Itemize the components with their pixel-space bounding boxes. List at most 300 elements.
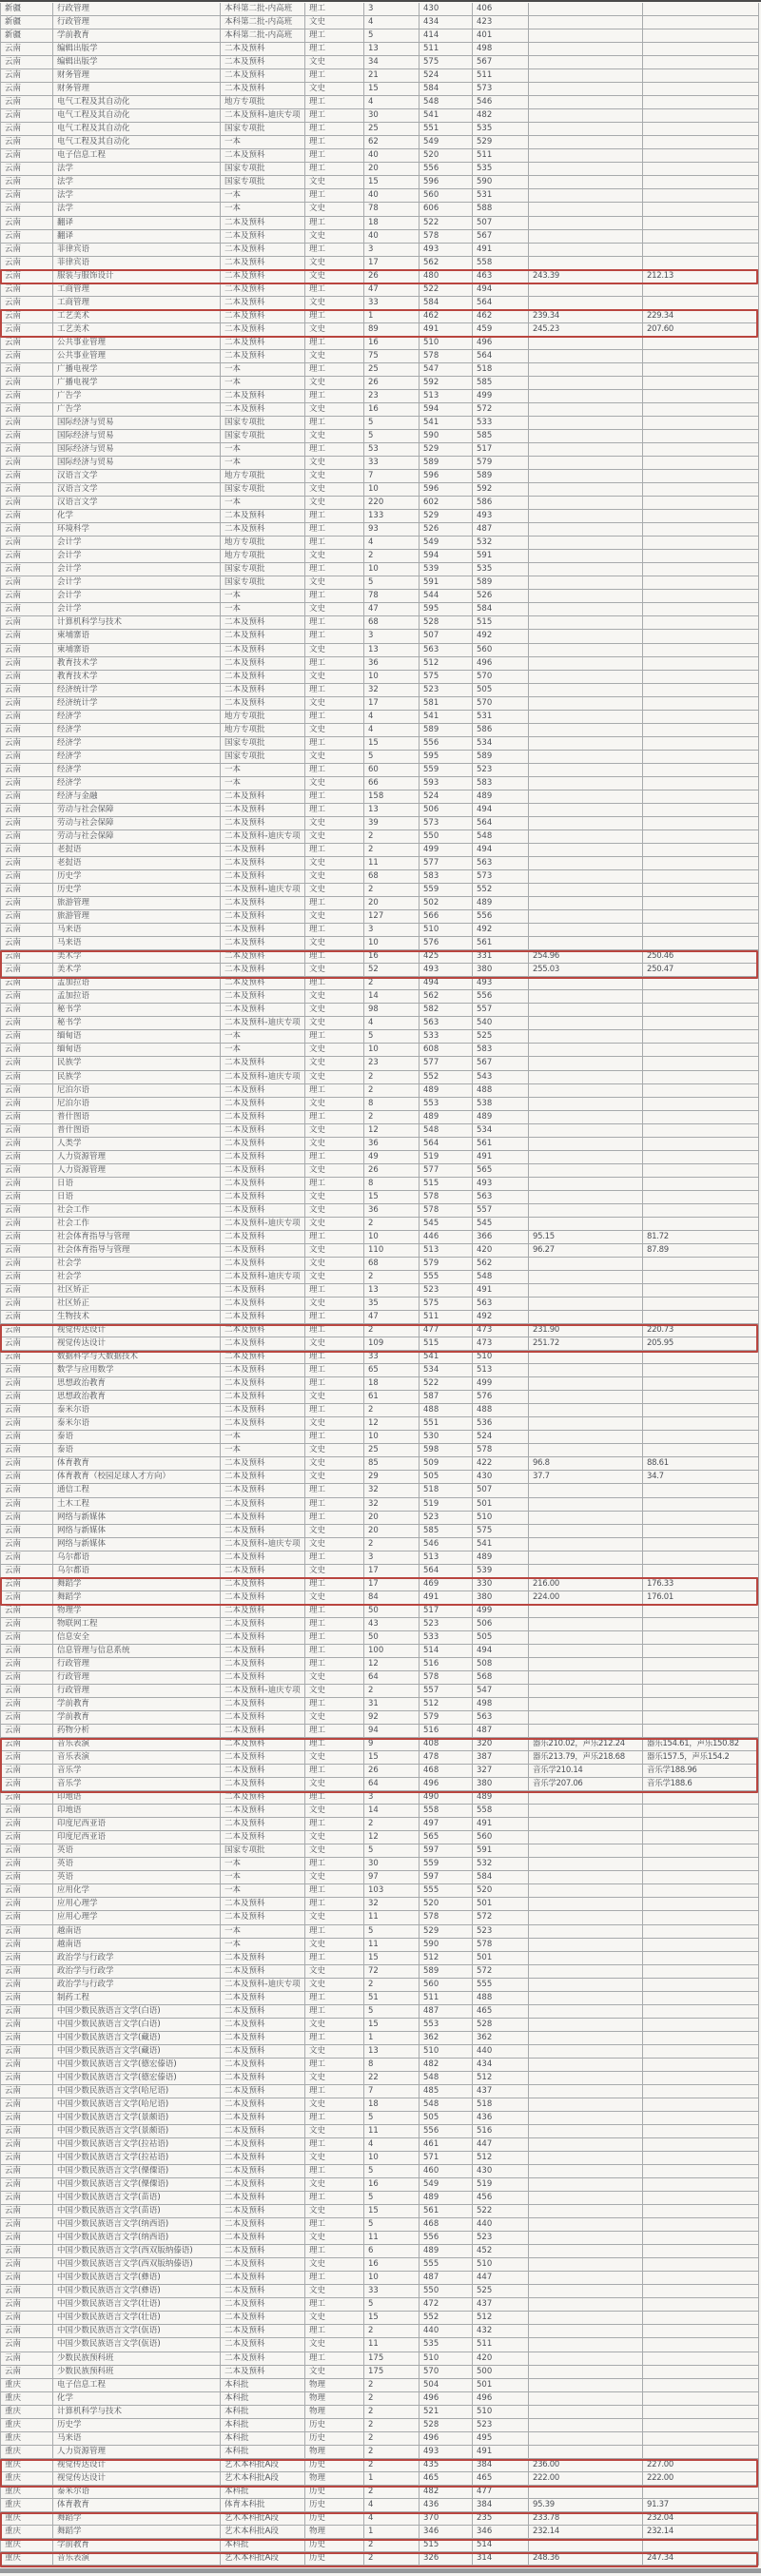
cell-special-score-high [529,257,643,270]
cell-province: 云南 [0,109,53,123]
cell-special-score-high [529,2245,643,2258]
cell-special-score-low [643,1098,759,1111]
cell-admitted-count: 8 [364,1098,420,1111]
cell-major-name: 会计学 [53,537,221,550]
cell-major-name: 普什图语 [53,1124,221,1138]
cell-province: 新疆 [0,29,53,43]
cell-lowest-score: 578 [473,1444,529,1457]
cell-province: 云南 [0,1404,53,1417]
cell-special-score-high [529,1204,643,1218]
cell-lowest-score: 499 [473,1377,529,1391]
cell-lowest-score: 488 [473,1992,529,2005]
cell-special-score-high [529,603,643,616]
cell-batch: 二本及预科 [221,2205,305,2218]
cell-lowest-score: 491 [473,2446,529,2459]
cell-highest-score: 469 [420,1578,473,1591]
table-row [0,2019,759,2032]
table-row [0,350,759,363]
cell-province: 重庆 [0,2379,53,2392]
cell-province: 云南 [0,2192,53,2205]
cell-lowest-score: 492 [473,924,529,937]
cell-highest-score: 511 [420,1311,473,1324]
cell-admitted-count: 68 [364,1258,420,1271]
cell-special-score-high [529,363,643,377]
cell-special-score-low [643,1284,759,1298]
cell-special-score-high [529,217,643,230]
cell-batch: 二本及预科 [221,2272,305,2285]
cell-highest-score: 575 [420,671,473,684]
cell-lowest-score: 436 [473,2112,529,2125]
cell-province: 云南 [0,1791,53,1805]
cell-province: 云南 [0,2045,53,2059]
cell-major-name: 体育教育（校园足球人才方向） [53,1471,221,1484]
cell-batch: 二本及预科 [221,257,305,270]
cell-subject-type: 文史 [305,2045,364,2059]
cell-special-score-high [529,1858,643,1871]
cell-major-name: 会计学 [53,590,221,603]
cell-major-name: 泰米尔语 [53,1417,221,1431]
cell-admitted-count: 51 [364,1992,420,2005]
cell-highest-score: 489 [420,1084,473,1098]
table-row [0,1525,759,1538]
cell-lowest-score: 557 [473,1004,529,1017]
cell-batch: 二本及预科 [221,283,305,297]
cell-province: 云南 [0,1805,53,1818]
cell-admitted-count: 5 [364,576,420,590]
cell-province: 云南 [0,1244,53,1258]
cell-batch: 二本及预科 [221,2098,305,2112]
cell-admitted-count: 17 [364,697,420,711]
cell-subject-type: 文史 [305,1098,364,1111]
cell-province: 新疆 [0,16,53,29]
cell-special-score-low: 音乐学188.96 [643,1765,759,1778]
table-row [0,2379,759,2392]
cell-highest-score: 516 [420,1658,473,1671]
cell-special-score-low [643,1484,759,1497]
cell-special-score-high [529,1884,643,1898]
cell-subject-type: 理工 [305,283,364,297]
cell-admitted-count: 26 [364,1765,420,1778]
cell-subject-type: 文史 [305,1525,364,1538]
table-row [0,136,759,149]
cell-batch: 二本及预科 [221,217,305,230]
table-row [0,1578,759,1591]
table-row [0,1791,759,1805]
cell-batch: 二本及预科 [221,910,305,924]
table-row [0,1364,759,1377]
cell-major-name: 国际经济与贸易 [53,430,221,443]
cell-special-score-high [529,1725,643,1738]
cell-subject-type: 文史 [305,1805,364,1818]
cell-special-score-low [643,1444,759,1457]
cell-lowest-score: 505 [473,684,529,697]
cell-subject-type: 文史 [305,350,364,363]
table-row [0,176,759,189]
cell-major-name: 广播电视学 [53,377,221,390]
cell-special-score-high [529,1605,643,1618]
cell-major-name: 网络与新媒体 [53,1525,221,1538]
cell-province: 重庆 [0,2432,53,2446]
cell-lowest-score: 505 [473,1631,529,1645]
cell-highest-score: 556 [420,2125,473,2138]
table-row [0,1457,759,1471]
cell-special-score-high [529,1178,643,1191]
cell-special-score-high [529,96,643,109]
cell-subject-type: 文史 [305,884,364,897]
cell-highest-score: 521 [420,2406,473,2419]
cell-special-score-high [529,83,643,96]
cell-special-score-low [643,96,759,109]
cell-special-score-low [643,1538,759,1551]
cell-province: 云南 [0,1844,53,1858]
cell-admitted-count: 11 [364,857,420,870]
cell-province: 云南 [0,2125,53,2138]
cell-highest-score: 496 [420,1778,473,1791]
cell-batch: 二本及预科 [221,950,305,964]
cell-subject-type: 文史 [305,83,364,96]
cell-province: 云南 [0,751,53,764]
cell-highest-score: 564 [420,1565,473,1578]
table-row [0,430,759,443]
cell-province: 云南 [0,430,53,443]
cell-major-name: 中国少数民族语言文学(德宏傣语) [53,2059,221,2072]
cell-major-name: 英语 [53,1858,221,1871]
cell-admitted-count: 33 [364,2285,420,2298]
table-row [0,644,759,657]
cell-batch: 本科批 [221,2379,305,2392]
table-row [0,283,759,297]
cell-lowest-score: 494 [473,283,529,297]
cell-major-name: 中国少数民族语言文学(西双版纳傣语) [53,2258,221,2272]
table-row [0,1004,759,1017]
cell-batch: 二本及预科 [221,1725,305,1738]
cell-special-score-low [643,16,759,29]
cell-special-score-high [529,977,643,990]
cell-admitted-count: 133 [364,510,420,523]
cell-admitted-count: 2 [364,2539,420,2552]
table-row [0,630,759,643]
cell-subject-type: 文史 [305,550,364,563]
cell-special-score-high [529,2285,643,2298]
cell-special-score-high [529,1431,643,1444]
cell-highest-score: 462 [420,310,473,323]
cell-lowest-score: 583 [473,1044,529,1057]
table-row [0,2085,759,2098]
cell-batch: 地方专项批 [221,537,305,550]
cell-special-score-low [643,724,759,737]
table-row [0,377,759,390]
cell-lowest-score: 491 [473,1151,529,1164]
cell-lowest-score: 548 [473,1271,529,1284]
cell-special-score-low [643,29,759,43]
cell-batch: 本科批 [221,2419,305,2432]
cell-major-name: 孟加拉语 [53,977,221,990]
cell-batch: 二本及预科 [221,1084,305,1098]
cell-province: 云南 [0,2165,53,2178]
cell-highest-score: 507 [420,630,473,643]
cell-major-name: 网络与新媒体 [53,1512,221,1525]
table-row [0,323,759,337]
cell-batch: 二本及预科 [221,1124,305,1138]
cell-admitted-count: 2 [364,1404,420,1417]
cell-subject-type: 文史 [305,724,364,737]
cell-major-name: 印度尼西亚语 [53,1831,221,1844]
cell-province: 云南 [0,1151,53,1164]
cell-batch: 二本及预科 [221,1525,305,1538]
cell-highest-score: 579 [420,1258,473,1271]
cell-special-score-high: 231.90 [529,1324,643,1337]
cell-special-score-low [643,3,759,16]
cell-special-score-low [643,1671,759,1685]
cell-lowest-score: 491 [473,1284,529,1298]
table-row [0,1484,759,1497]
cell-admitted-count: 8 [364,1178,420,1191]
cell-highest-score: 524 [420,69,473,83]
cell-special-score-high [529,537,643,550]
cell-admitted-count: 43 [364,1618,420,1631]
cell-lowest-score: 492 [473,630,529,643]
table-row [0,189,759,203]
cell-highest-score: 549 [420,2178,473,2192]
cell-province: 云南 [0,1525,53,1538]
cell-province: 云南 [0,2352,53,2366]
cell-subject-type: 理工 [305,1284,364,1298]
cell-special-score-high [529,297,643,310]
cell-highest-score: 552 [420,1071,473,1084]
cell-highest-score: 477 [420,1324,473,1337]
cell-admitted-count: 5 [364,29,420,43]
cell-special-score-low [643,497,759,510]
cell-province: 重庆 [0,2459,53,2472]
cell-major-name: 中国少数民族语言文学(纳西语) [53,2232,221,2245]
cell-lowest-score: 420 [473,2352,529,2366]
cell-special-score-low [643,1298,759,1311]
table-row [0,2152,759,2165]
cell-subject-type: 理工 [305,1618,364,1631]
cell-major-name: 越南语 [53,1939,221,1952]
cell-province: 云南 [0,1645,53,1658]
cell-major-name: 财务管理 [53,83,221,96]
cell-highest-score: 482 [420,2486,473,2499]
cell-admitted-count: 72 [364,1965,420,1979]
cell-highest-score: 560 [420,189,473,203]
cell-subject-type: 文史 [305,2178,364,2192]
cell-subject-type: 理工 [305,363,364,377]
cell-batch: 二本及预科 [221,657,305,671]
cell-subject-type: 文史 [305,1911,364,1924]
cell-admitted-count: 85 [364,1457,420,1471]
cell-highest-score: 551 [420,123,473,136]
table-row [0,2272,759,2285]
cell-special-score-high [529,2272,643,2285]
cell-special-score-low [643,1844,759,1858]
cell-special-score-low [643,136,759,149]
cell-lowest-score: 523 [473,764,529,777]
cell-subject-type: 文史 [305,1871,364,1884]
cell-province: 云南 [0,377,53,390]
cell-province: 云南 [0,1618,53,1631]
cell-special-score-high [529,1377,643,1391]
cell-admitted-count: 25 [364,363,420,377]
cell-lowest-score: 538 [473,1098,529,1111]
cell-lowest-score: 487 [473,1725,529,1738]
cell-special-score-low [643,2366,759,2379]
cell-special-score-high [529,2192,643,2205]
cell-lowest-score: 573 [473,870,529,884]
cell-major-name: 教育技术学 [53,671,221,684]
cell-admitted-count: 36 [364,1204,420,1218]
cell-batch: 国家专项批 [221,163,305,176]
cell-province: 云南 [0,537,53,550]
cell-lowest-score: 541 [473,1538,529,1551]
table-row [0,123,759,136]
cell-highest-score: 553 [420,2019,473,2032]
cell-special-score-low: 222.00 [643,2472,759,2486]
cell-admitted-count: 5 [364,1925,420,1939]
cell-special-score-low [643,1631,759,1645]
table-row [0,1645,759,1658]
cell-special-score-low [643,977,759,990]
cell-province: 云南 [0,523,53,537]
cell-admitted-count: 68 [364,616,420,630]
cell-subject-type: 文史 [305,2338,364,2352]
cell-lowest-score: 589 [473,470,529,483]
cell-lowest-score: 327 [473,1765,529,1778]
cell-major-name: 菲律宾语 [53,257,221,270]
cell-subject-type: 理工 [305,217,364,230]
cell-special-score-high: 216.00 [529,1578,643,1591]
cell-highest-score: 506 [420,804,473,817]
cell-admitted-count: 23 [364,1057,420,1070]
cell-admitted-count: 97 [364,1871,420,1884]
cell-special-score-high [529,43,643,56]
cell-special-score-high [529,283,643,297]
cell-special-score-high [529,123,643,136]
table-row [0,910,759,924]
cell-province: 云南 [0,1484,53,1497]
table-row [0,244,759,257]
cell-lowest-score: 499 [473,390,529,403]
cell-subject-type: 理工 [305,2059,364,2072]
cell-province: 云南 [0,203,53,216]
cell-admitted-count: 11 [364,2125,420,2138]
table-row [0,1898,759,1911]
cell-province: 重庆 [0,2552,53,2566]
cell-lowest-score: 430 [473,2165,529,2178]
cell-lowest-score: 491 [473,244,529,257]
cell-subject-type: 理工 [305,2325,364,2338]
cell-special-score-low [643,2045,759,2059]
cell-highest-score: 491 [420,1591,473,1605]
cell-admitted-count: 16 [364,337,420,350]
cell-lowest-score: 515 [473,616,529,630]
cell-highest-score: 494 [420,977,473,990]
table-row [0,1404,759,1417]
cell-major-name: 思想政治教育 [53,1377,221,1391]
table-row [0,1844,759,1858]
cell-batch: 二本及预科 [221,1098,305,1111]
cell-special-score-low [643,457,759,470]
cell-special-score-low [643,1725,759,1738]
cell-highest-score: 523 [420,1512,473,1525]
cell-admitted-count: 25 [364,123,420,136]
table-row [0,1337,759,1351]
cell-admitted-count: 49 [364,1151,420,1164]
cell-special-score-low [643,563,759,576]
cell-province: 云南 [0,1939,53,1952]
cell-highest-score: 590 [420,430,473,443]
cell-special-score-low [643,2005,759,2019]
cell-highest-score: 326 [420,2552,473,2566]
cell-highest-score: 555 [420,1884,473,1898]
cell-subject-type: 物理 [305,2392,364,2406]
cell-admitted-count: 3 [364,244,420,257]
cell-special-score-low [643,2178,759,2192]
cell-major-name: 中国少数民族语言文学(壮语) [53,2312,221,2325]
cell-major-name: 日语 [53,1191,221,1204]
cell-province: 云南 [0,924,53,937]
cell-special-score-low [643,857,759,870]
cell-admitted-count: 47 [364,1311,420,1324]
cell-admitted-count: 32 [364,684,420,697]
cell-admitted-count: 2 [364,1979,420,1992]
cell-special-score-low [643,443,759,457]
cell-special-score-low [643,1565,759,1578]
cell-subject-type: 文史 [305,323,364,337]
cell-special-score-low [643,403,759,417]
cell-special-score-high [529,403,643,417]
cell-province: 云南 [0,244,53,257]
cell-highest-score: 552 [420,2312,473,2325]
cell-province: 云南 [0,403,53,417]
table-row [0,2045,759,2059]
cell-highest-score: 514 [420,1645,473,1658]
cell-highest-score: 493 [420,244,473,257]
cell-batch: 二本及预科 [221,1605,305,1618]
cell-highest-score: 523 [420,684,473,697]
table-row [0,1551,759,1565]
cell-admitted-count: 14 [364,990,420,1004]
cell-subject-type: 文史 [305,603,364,616]
cell-admitted-count: 50 [364,1605,420,1618]
cell-special-score-low [643,2338,759,2352]
table-row [0,83,759,96]
cell-subject-type: 理工 [305,1631,364,1645]
cell-lowest-score: 590 [473,176,529,189]
cell-subject-type: 文史 [305,1218,364,1231]
cell-admitted-count: 10 [364,2272,420,2285]
table-row [0,1818,759,1831]
cell-special-score-low [643,163,759,176]
cell-admitted-count: 60 [364,764,420,777]
cell-admitted-count: 20 [364,1512,420,1525]
cell-lowest-score: 572 [473,1965,529,1979]
cell-highest-score: 436 [420,2499,473,2512]
cell-major-name: 劳动与社会保障 [53,830,221,844]
cell-special-score-low [643,1911,759,1924]
cell-admitted-count: 13 [364,804,420,817]
cell-lowest-score: 528 [473,2019,529,2032]
cell-province: 云南 [0,43,53,56]
cell-admitted-count: 16 [364,950,420,964]
cell-batch: 二本及预科 [221,2232,305,2245]
cell-batch: 二本及预科 [221,2298,305,2312]
table-row [0,817,759,830]
cell-province: 云南 [0,1671,53,1685]
cell-subject-type: 理工 [305,2298,364,2312]
table-row [0,1084,759,1098]
cell-subject-type: 理工 [305,1364,364,1377]
